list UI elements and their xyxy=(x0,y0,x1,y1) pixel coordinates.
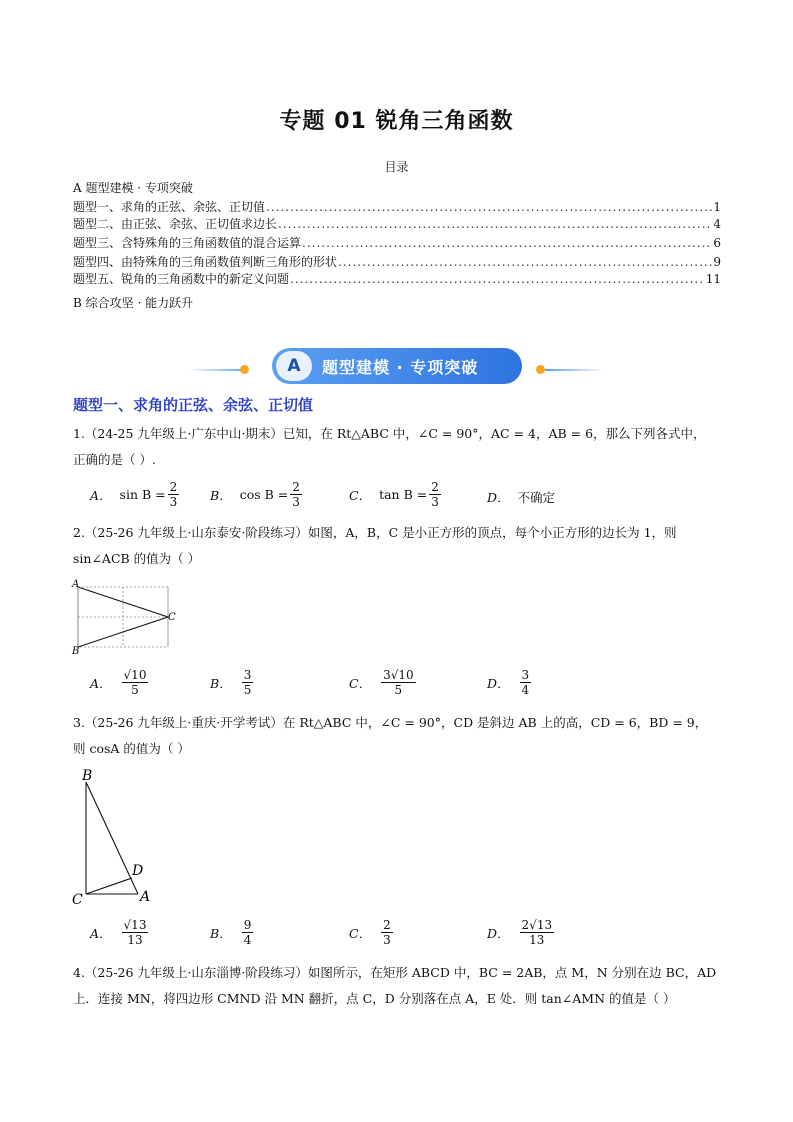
fraction: $\frac{2}{3}$ xyxy=(169,480,178,509)
toc-entry-page: 1 xyxy=(713,200,721,214)
toc-entry-label: 题型四、由特殊角的三角函数值判断三角形的形状 xyxy=(73,255,338,269)
segment-bc xyxy=(78,617,168,647)
q3-stem-line1: 3.（25-26 九年级上·重庆·开学考试）在 Rt△ABC 中，∠C = 90°，CD 是斜边 AB 上的高，CD = 6，BD = 9， xyxy=(73,715,708,730)
q1-stem xyxy=(73,421,723,473)
banner-letter: A xyxy=(276,351,312,381)
q2-option-a[interactable]: A． $\frac{√10}{5}$ xyxy=(90,668,147,697)
page-title: 专题 01 锐角三角函数 xyxy=(279,109,514,134)
toc-entry[interactable] xyxy=(73,199,721,216)
q2-stem-line1: 2.（25-26 九年级上·山东泰安·阶段练习）如图，A，B，C 是小正方形的顶点，每个小正方形的边长为 1，则 xyxy=(73,525,677,540)
q1-option-d[interactable]: D． 不确定 xyxy=(487,490,556,505)
q2-stem xyxy=(73,520,723,572)
option-text: sin B = xyxy=(119,487,166,502)
label-a: A xyxy=(72,579,80,590)
fraction: $\frac{2√13}{13}$ xyxy=(521,918,553,947)
q1-option-b[interactable]: B． cos B = $\frac{2}{3}$ xyxy=(210,480,300,509)
fraction: $\frac{√13}{13}$ xyxy=(123,918,147,947)
toc-heading: 目录 xyxy=(384,160,409,174)
q3-triangle-figure xyxy=(68,764,168,912)
toc-entry-label: 题型一、求角的正弦、余弦、正切值 xyxy=(73,200,266,214)
fraction: $\frac{2}{3}$ xyxy=(292,480,300,509)
label-c: C xyxy=(168,612,176,623)
toc-leader xyxy=(302,235,712,252)
toc-leader xyxy=(266,199,712,216)
toc-entry[interactable] xyxy=(73,271,721,288)
side-ab xyxy=(86,782,138,894)
fraction: $\frac{3}{4}$ xyxy=(521,668,530,697)
banner-dot-right xyxy=(536,365,545,374)
toc-entry-label: 题型二、由正弦、余弦、正切值求边长 xyxy=(73,217,278,231)
toc-entry-page: 6 xyxy=(713,236,721,250)
label-b: B xyxy=(72,646,80,657)
toc-entry-label: 题型三、含特殊角的三角函数值的混合运算 xyxy=(73,236,302,250)
fraction: $\frac{9}{4}$ xyxy=(243,918,252,947)
fraction: $\frac{3√10}{5}$ xyxy=(383,668,414,697)
q2-option-b[interactable]: B． $\frac{3}{5}$ xyxy=(210,668,252,697)
toc-entry-page: 11 xyxy=(705,272,721,286)
q1-option-c[interactable]: C． tan B = $\frac{2}{3}$ xyxy=(349,480,439,509)
q2-option-c[interactable]: C． $\frac{3√10}{5}$ xyxy=(349,668,414,697)
label-c: C xyxy=(72,892,83,908)
label-a: A xyxy=(140,889,151,905)
q3-option-d[interactable]: D． $\frac{2√13}{13}$ xyxy=(487,918,553,947)
toc-entry[interactable] xyxy=(73,235,721,252)
fraction: $\frac{√10}{5}$ xyxy=(123,668,147,697)
q3-option-a[interactable]: A． $\frac{√13}{13}$ xyxy=(90,918,147,947)
option-text: cos B = xyxy=(239,487,289,502)
toc-leader xyxy=(290,271,705,288)
altitude-cd xyxy=(86,878,132,894)
banner-text: 题型建模 · 专项突破 xyxy=(322,358,479,377)
q1-option-a[interactable]: A． sin B = $\frac{2}{3}$ xyxy=(90,480,178,509)
toc-entry-page: 9 xyxy=(713,255,721,269)
q2-stem-line2: sin∠ACB 的值为（ ） xyxy=(73,551,201,566)
option-text: 不确定 xyxy=(517,490,556,505)
toc-entry-page: 4 xyxy=(713,217,721,231)
q4-stem-line2: 上．连接 MN，将四边形 CMND 沿 MN 翻折，点 C，D 分别落在点 A，E 处．则 tan∠AMN 的值是（ ） xyxy=(73,991,676,1006)
toc-entry[interactable] xyxy=(73,216,721,233)
q3-stem xyxy=(73,710,723,762)
toc-section-a[interactable]: A 题型建模 · 专项突破 xyxy=(73,181,193,195)
option-text: tan B = xyxy=(379,487,428,502)
fraction: $\frac{2}{3}$ xyxy=(431,480,439,509)
banner-line-right xyxy=(545,369,605,371)
toc-leader xyxy=(338,254,712,271)
toc-leader xyxy=(278,216,712,233)
q3-option-b[interactable]: B． $\frac{9}{4}$ xyxy=(210,918,252,947)
q4-stem xyxy=(73,960,723,1012)
toc-entry-label: 题型五、锐角的三角函数中的新定义问题 xyxy=(73,272,290,286)
q2-option-d[interactable]: D． $\frac{3}{4}$ xyxy=(487,668,530,697)
fraction: $\frac{2}{3}$ xyxy=(383,918,391,947)
toc-entry[interactable] xyxy=(73,254,721,271)
label-d: D xyxy=(132,863,144,879)
banner-dot-left xyxy=(240,365,249,374)
label-b: B xyxy=(82,768,93,784)
section-title: 题型一、求角的正弦、余弦、正切值 xyxy=(73,396,314,414)
fraction: $\frac{3}{5}$ xyxy=(243,668,252,697)
banner-line-left xyxy=(188,369,248,371)
q3-stem-line2: 则 cosA 的值为（ ） xyxy=(73,741,190,756)
q2-grid-figure xyxy=(70,578,185,658)
q3-option-c[interactable]: C． $\frac{2}{3}$ xyxy=(349,918,391,947)
q1-stem-line1: 1.（24-25 九年级上·广东中山·期末）已知，在 Rt△ABC 中，∠C = 90°，AC = 4，AB = 6，那么下列各式中， xyxy=(73,426,706,441)
toc-section-b[interactable]: B 综合攻坚 · 能力跃升 xyxy=(73,296,194,310)
q1-stem-line2: 正确的是（ ）. xyxy=(73,452,156,467)
q4-stem-line1: 4.（25-26 九年级上·山东淄博·阶段练习）如图所示，在矩形 ABCD 中，BC = 2AB，点 M，N 分别在边 BC，AD xyxy=(73,965,717,980)
